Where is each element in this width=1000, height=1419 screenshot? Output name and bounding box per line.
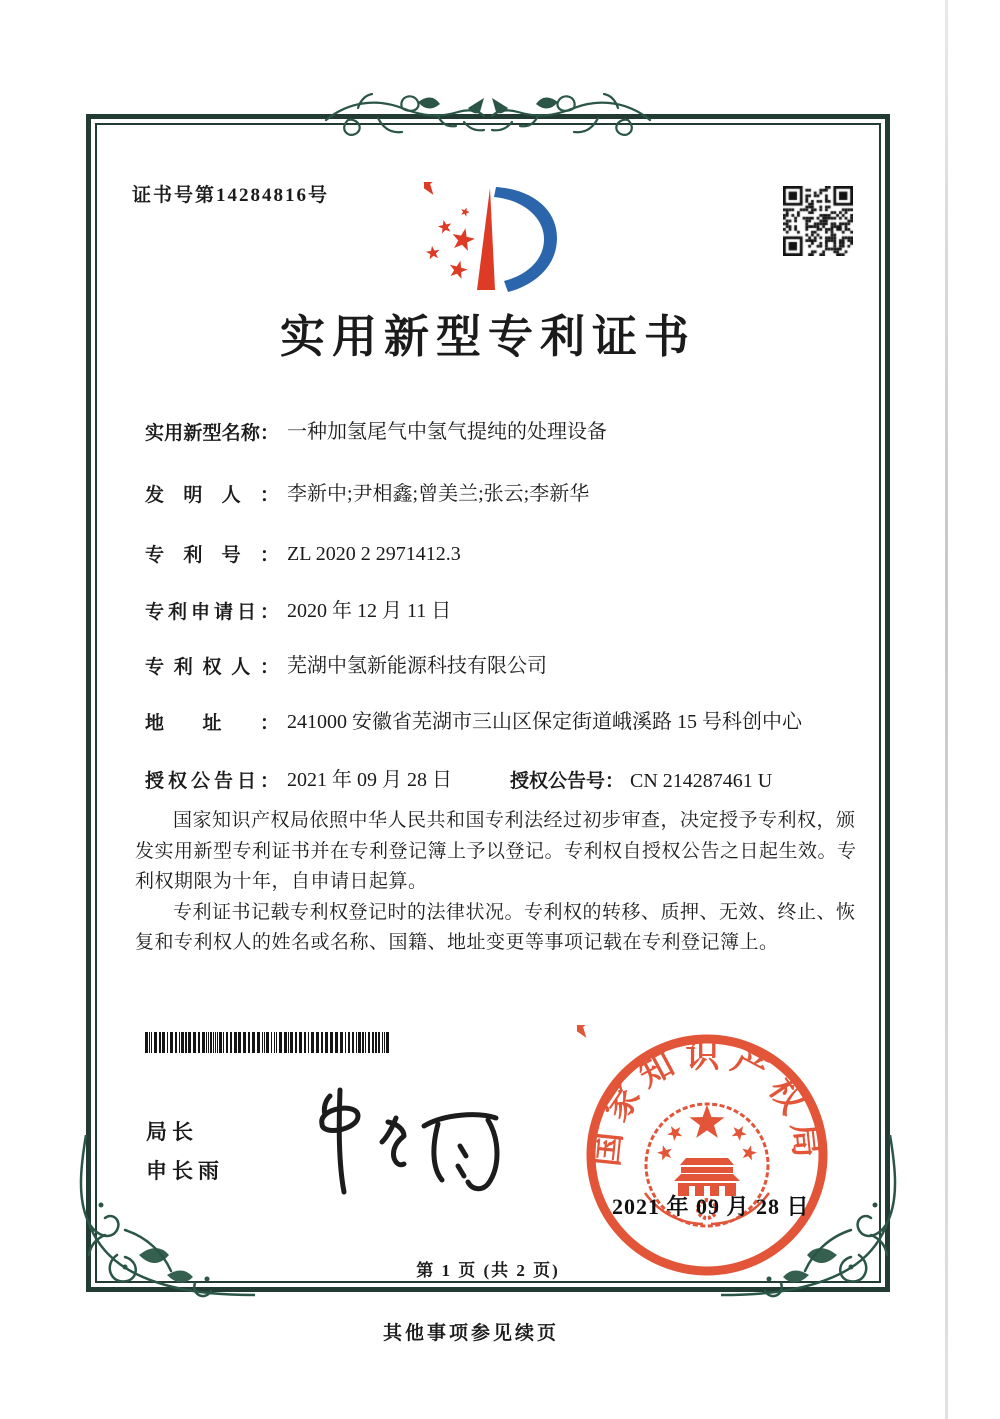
field-label: 专利号： (145, 545, 279, 566)
field-label: 专利权人： (145, 657, 279, 678)
dragon-ornament-top (318, 78, 658, 158)
seal-date: 2021 年 09 月 28 日 (612, 1194, 810, 1219)
barcode (145, 1032, 393, 1053)
field-grant-number (510, 766, 772, 793)
field-row-patent-number (145, 540, 865, 569)
field-value: 李新中;尹相鑫;曾美兰;张云;李新华 (287, 483, 590, 505)
field-value: 芜湖中氢新能源科技有限公司 (287, 655, 547, 677)
field-row-inventors (145, 480, 865, 509)
officer-title: 局长 (146, 1120, 198, 1144)
field-value: 241000 安徽省芜湖市三山区保定街道峨溪路 15 号科创中心 (287, 711, 802, 733)
official-seal (577, 1025, 837, 1285)
field-value: 2020 年 12 月 11 日 (287, 600, 452, 622)
certificate-title: 实用新型专利证书 (279, 312, 696, 362)
qr-code (783, 186, 853, 256)
field-value: CN 214287461 U (630, 770, 773, 792)
field-label: 授权公告日： (145, 771, 279, 792)
field-value: 一种加氢尾气中氢气提纯的处理设备 (287, 421, 607, 443)
field-row-filing-date (145, 597, 865, 626)
cnipa-patent-logo (424, 182, 558, 294)
scan-edge-shadow (945, 0, 948, 1419)
page-number: 第 1 页 (共 2 页) (416, 1261, 560, 1280)
field-value: ZL 2020 2 2971412.3 (287, 543, 461, 565)
officer-name: 申长雨 (146, 1159, 224, 1183)
field-label: 授权公告号： (510, 771, 625, 792)
field-value: 2021 年 09 月 28 日 (287, 769, 452, 791)
field-row-address (145, 708, 865, 737)
officer-signature (292, 1084, 512, 1199)
field-row-patentee (145, 652, 865, 681)
legal-paragraph-2: 专利证书记载专利权登记时的法律状况。专利权的转移、质押、无效、终止、恢复和专利权人的姓名或名称、国籍、地址变更等事项记载在专利登记簿上。 (135, 901, 856, 953)
legal-paragraph-1: 国家知识产权局依照中华人民共和国专利法经过初步审查，决定授予专利权，颁发实用新型专利证书并在专利登记簿上予以登记。专利权自授权公告之日起生效。专利权期限为十年，自申请日起算。 (135, 810, 857, 892)
field-label: 发明人： (145, 485, 279, 506)
field-label: 专利申请日： (145, 602, 279, 623)
certificate-number: 证书号第14284816号 (132, 185, 330, 206)
field-row-invention-name (145, 418, 865, 447)
field-row-grant-date (145, 766, 865, 795)
continuation-note: 其他事项参见续页 (382, 1323, 559, 1344)
seal-ring-text: 国家知识产权局 (588, 1037, 826, 1169)
legal-text-block (135, 806, 861, 959)
field-label: 实用新型名称： (145, 423, 279, 444)
field-label: 地址： (145, 713, 279, 734)
